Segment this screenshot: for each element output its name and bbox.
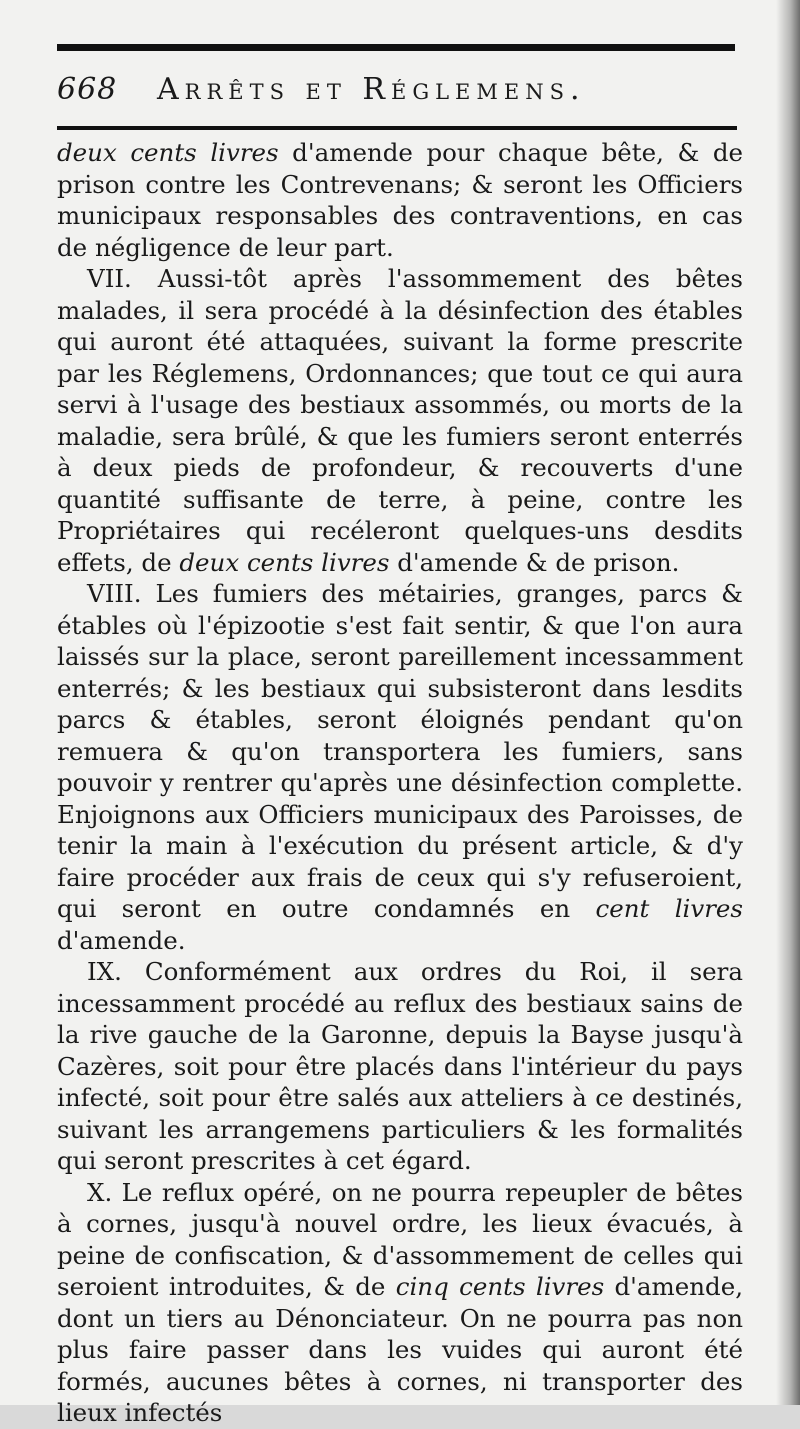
paragraph-continuation <box>57 137 743 263</box>
body-text <box>57 137 743 1429</box>
page-number: 668 <box>57 72 118 107</box>
text-run: d'amende, dont un tiers au Dénonciateur. On ne pourra pas non plus faire passer dans les vuides qui auront été formés, aucunes bêtes à cornes, ni transporter des lieux infectés <box>57 1272 743 1427</box>
top-rule <box>57 44 735 51</box>
running-title: Arrêts et Réglemens. <box>157 72 586 107</box>
text-run: IX. Conformément aux ordres du Roi, il sera incessamment procédé au reflux des bestiaux sains de la rive gauche de la Garonne, depuis la Bayse jusqu'à Cazères, soit pour être placés dans l'intérieur du pays infecté, soit pour être salés aux atteliers à ce destinés, suivant les arrangemens particuliers & les formalités qui seront prescrites à cet égard. <box>57 957 743 1175</box>
italic-phrase: deux cents livres <box>57 138 279 167</box>
paragraph-article-viii <box>57 578 743 956</box>
text-run: d'amende & de prison. <box>389 547 680 577</box>
text-run: X. Le reflux opéré, on ne pourra repeupler de bêtes à cornes, jusqu'à nouvel ordre, les lieux évacués, à peine de confiscation, & d'assommement de celles qui seroient introduites, & de <box>57 1177 743 1301</box>
italic-phrase: deux cents livres <box>179 547 390 577</box>
text-run: d'amende pour chaque bête, & de prison contre les Contrevenans; & seront les Officiers municipaux responsables des contraventions, en cas de négligence de leur part. <box>57 138 743 262</box>
text-run: d'amende. <box>57 925 186 955</box>
text-run: VII. Aussi-tôt après l'assommement des bêtes malades, il sera procédé à la désinfection des étables qui auront été attaquées, suivant la forme prescrite par les Réglemens, Ordonnances; que tout ce qui aura servi à l'usage des bestiaux assommés, ou morts de la maladie, sera brûlé, & que les fumiers seront enterrés à deux pieds de profondeur, & recouverts d'une quantité suffisante de terre, à peine, contre les Propriétaires qui recéleront quelques-uns desdits effets, de <box>57 264 743 577</box>
paragraph-article-ix <box>57 956 743 1177</box>
text-run: VIII. Les fumiers des métairies, granges, parcs & étables où l'épizootie s'est fait sentir, & que l'on aura laissés sur la place, seront pareillement incessamment enterrés; & les bestiaux qui subsisteront dans lesdits parcs & étables, seront éloignés pendant qu'on remuera & qu'on transportera les fumiers, sans pouvoir y rentrer qu'après une désinfection complette. Enjoignons aux Officiers municipaux des Paroisses, de tenir la main à l'exécution du présent article, & d'y faire procéder aux frais de ceux qui s'y refuseroient, qui seront en outre condamnés en <box>57 579 743 923</box>
page-edge-shadow <box>776 0 800 1405</box>
paragraph-article-x <box>57 1177 743 1429</box>
running-head <box>57 68 747 112</box>
italic-phrase: cent livres <box>595 894 744 923</box>
paragraph-article-vii <box>57 263 743 578</box>
header-rule <box>57 126 737 130</box>
italic-phrase: cinq cents livres <box>395 1272 605 1301</box>
